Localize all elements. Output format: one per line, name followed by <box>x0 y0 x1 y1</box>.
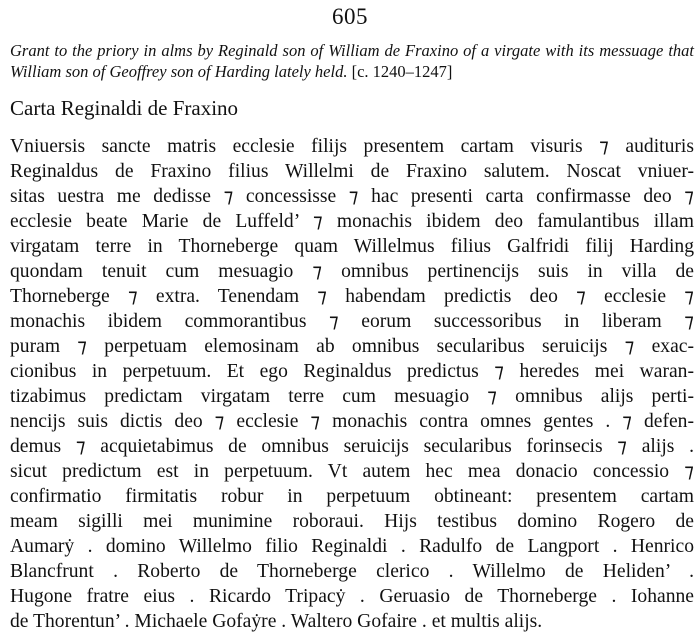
charter-line: de Thorentun’ . Michaele Gofaẏre . Waltero Gofaire . et multis alijs. <box>10 611 543 632</box>
charter-line: Aumarẏ . domino Willelmo filio Reginaldi . Radulfo de Langport . Henrico <box>10 536 694 557</box>
charter-line: ecclesie beate Marie de Luffeld’ ⁊ monachis ibidem deo famulantibus illam <box>10 211 694 232</box>
charter-text <box>10 134 694 634</box>
charter-line: tizabimus predictam virgatam terre cum mesuagio ⁊ omnibus alijs perti- <box>10 386 694 407</box>
charter-line: sicut predictum est in perpetuum. Vt autem hec mea donacio concessio ⁊ <box>10 461 694 482</box>
charter-line: puram ⁊ perpetuam elemosinam ab omnibus secularibus seruicijs ⁊ exac- <box>10 336 694 357</box>
charter-line: quondam tenuit cum mesuagio ⁊ omnibus pertinencijs suis in villa de <box>10 261 694 282</box>
charter-line: virgatam terre in Thorneberge quam Willelmus filius Galfridi filij Harding <box>10 236 694 257</box>
charter-line: Thorneberge ⁊ extra. Tenendam ⁊ habendam predictis deo ⁊ ecclesie ⁊ <box>10 286 694 307</box>
charter-title: Carta Reginaldi de Fraxino <box>10 96 239 120</box>
charter-line: nencijs suis dictis deo ⁊ ecclesie ⁊ monachis contra omnes gentes . ⁊ defen- <box>10 411 694 432</box>
summary-text: Grant to the priory in alms by Reginald son of William de Fraxino of a virgate with its messuage that William son of Geoffrey son of Harding lately held. <box>10 41 694 81</box>
charter-line: cionibus in perpetuum. Et ego Reginaldus predictus ⁊ heredes mei waran- <box>10 361 694 382</box>
charter-line: monachis ibidem commorantibus ⁊ eorum successoribus in liberam ⁊ <box>10 311 694 332</box>
charter-line: Reginaldus de Fraxino filius Willelmi de Fraxino salutem. Noscat vniuer- <box>10 161 694 182</box>
charter-line: demus ⁊ acquietabimus de omnibus seruicijs secularibus forinsecis ⁊ alijs . <box>10 436 694 457</box>
summary-date: [c. 1240–1247] <box>351 62 453 81</box>
charter-line: Blancfrunt . Roberto de Thorneberge clerico . Willelmo de Heliden’ . <box>10 561 694 582</box>
charter-line: sitas uestra me dedisse ⁊ concessisse ⁊ hac presenti carta confirmasse deo ⁊ <box>10 186 694 207</box>
page-number: 605 <box>332 4 368 29</box>
charter-line: meam sigilli mei munimine roboraui. Hijs testibus domino Rogero de <box>10 511 694 532</box>
charter-line: Vniuersis sancte matris ecclesie filijs presentem cartam visuris ⁊ audituris <box>10 136 694 157</box>
charter-line: Hugone fratre eius . Ricardo Tripacẏ . Geruasio de Thorneberge . Iohanne <box>10 586 694 607</box>
charter-summary <box>10 40 694 82</box>
charter-line: confirmatio firmitatis robur in perpetuum obtineant: presentem cartam <box>10 486 694 507</box>
